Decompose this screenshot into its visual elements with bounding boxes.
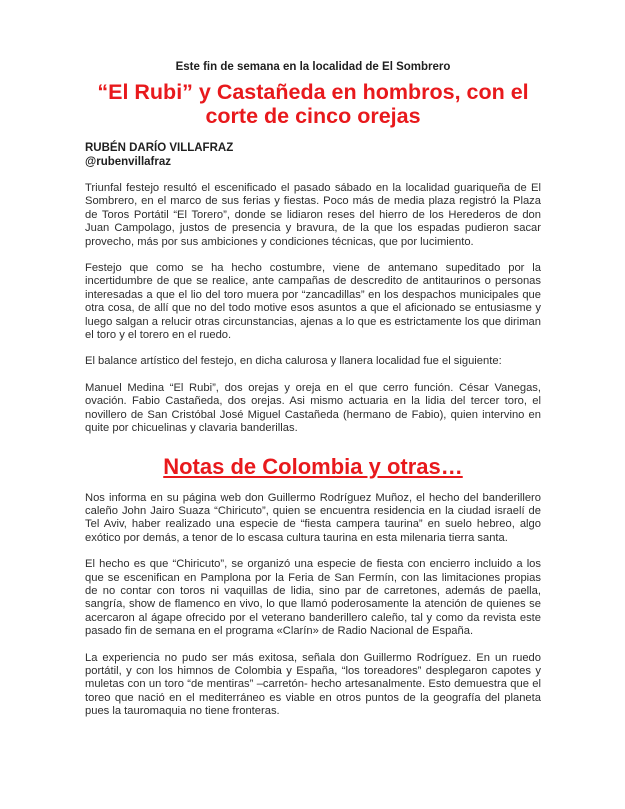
body-paragraph: Manuel Medina “El Rubi”, dos orejas y oreja en el que cerro función. César Vanegas, ovación. Fabio Castañeda, dos orejas. Asi mismo actuaria en la lidia del tercer toro, el novillero de San Cristóbal José Miguel Castañeda (hermano de Fabio), quien intervino en quite por chicuelinas y clavaria banderillas.: [85, 381, 541, 435]
article-title-line1: “El Rubi” y Castañeda en hombros, con el: [97, 80, 529, 104]
body-paragraph: Triunfal festejo resultó el escenificado el pasado sábado en la localidad guariqueña de El Sombrero, en el marco de sus ferias y fiestas. Poco más de media plaza registró la Plaza de Toros Portátil “El Torero”, donde se lidiaron reses del hierro de los Herederos de don Juan Campolago, justos de presencia y bravura, de la que los espadas pudieron sacar provecho, más por sus ambiciones y condiciones técnicas, que por lucimiento.: [85, 182, 541, 248]
article-title-line2: corte de cinco orejas: [205, 104, 421, 128]
body-paragraph: La experiencia no pudo ser más exitosa, señala don Guillermo Rodríguez. En un ruedo portátil, y con los himnos de Colombia y España, “los toreadores” desplegaron capotes y muletas con un toro “de mentiras” –carretón- hecho artesanalmente. Esto demuestra que el toreo que nació en el mediterráneo es viable en otros puntos de la geografía del planeta pues la tauromaquia no tiene fronteras.: [85, 651, 541, 718]
author-name: RUBÉN DARÍO VILLAFRAZ: [85, 142, 234, 154]
body-paragraph: El balance artístico del festejo, en dicha calurosa y llanera localidad fue el siguiente:: [85, 355, 502, 368]
body-paragraph: Festejo que como se ha hecho costumbre, viene de antemano supeditado por la incertidumbre de que se realice, ante campañas de descredito de antitaurinos o personas interesadas a que el lio del toro muera por “zancadillas” en los despachos municipales que otra cosa, de allí que no del todo motive esos asuntos a que el aficionado se entusiasme y luego salgan a relucir otras circunstancias, ajenas a lo que es estrictamente los que diriman el toro y el torero en el ruedo.: [85, 262, 541, 342]
byline: [85, 142, 541, 169]
author-handle: @rubenvillafraz: [85, 155, 171, 168]
body-paragraph: Nos informa en su página web don Guillermo Rodríguez Muñoz, el hecho del banderillero caleño John Jairo Suaza “Chiricuto”, quien se encuentra residencia en la ciudad israelí de Tel Aviv, haber realizado una especie de “fiesta campera taurina” en suelo hebreo, algo exótico por demás, a tenor de lo escasa cultura taurina en esta milenaria tierra santa.: [85, 491, 541, 544]
article-title: [85, 80, 541, 128]
section-heading: Notas de Colombia y otras…: [163, 453, 463, 479]
kicker: Este fin de semana en la localidad de El Sombrero: [175, 61, 451, 73]
body-paragraph: El hecho es que “Chiricuto”, se organizó una especie de fiesta con encierro incluido a los que se escenifican en Pamplona por la Feria de San Fermín, con las limitaciones propias de no contar con toros ni vaquillas de lidia, sino par de carretones, además de paella, sangría, show de flamenco en vivo, lo que llamó poderosamente la atención de quienes se acercaron al ágape ofrecido por el veterano banderillero caleño, tal y como da revista este pasado fin de semana en el programa «Clarín» de Radio Nacional de España.: [85, 558, 541, 638]
